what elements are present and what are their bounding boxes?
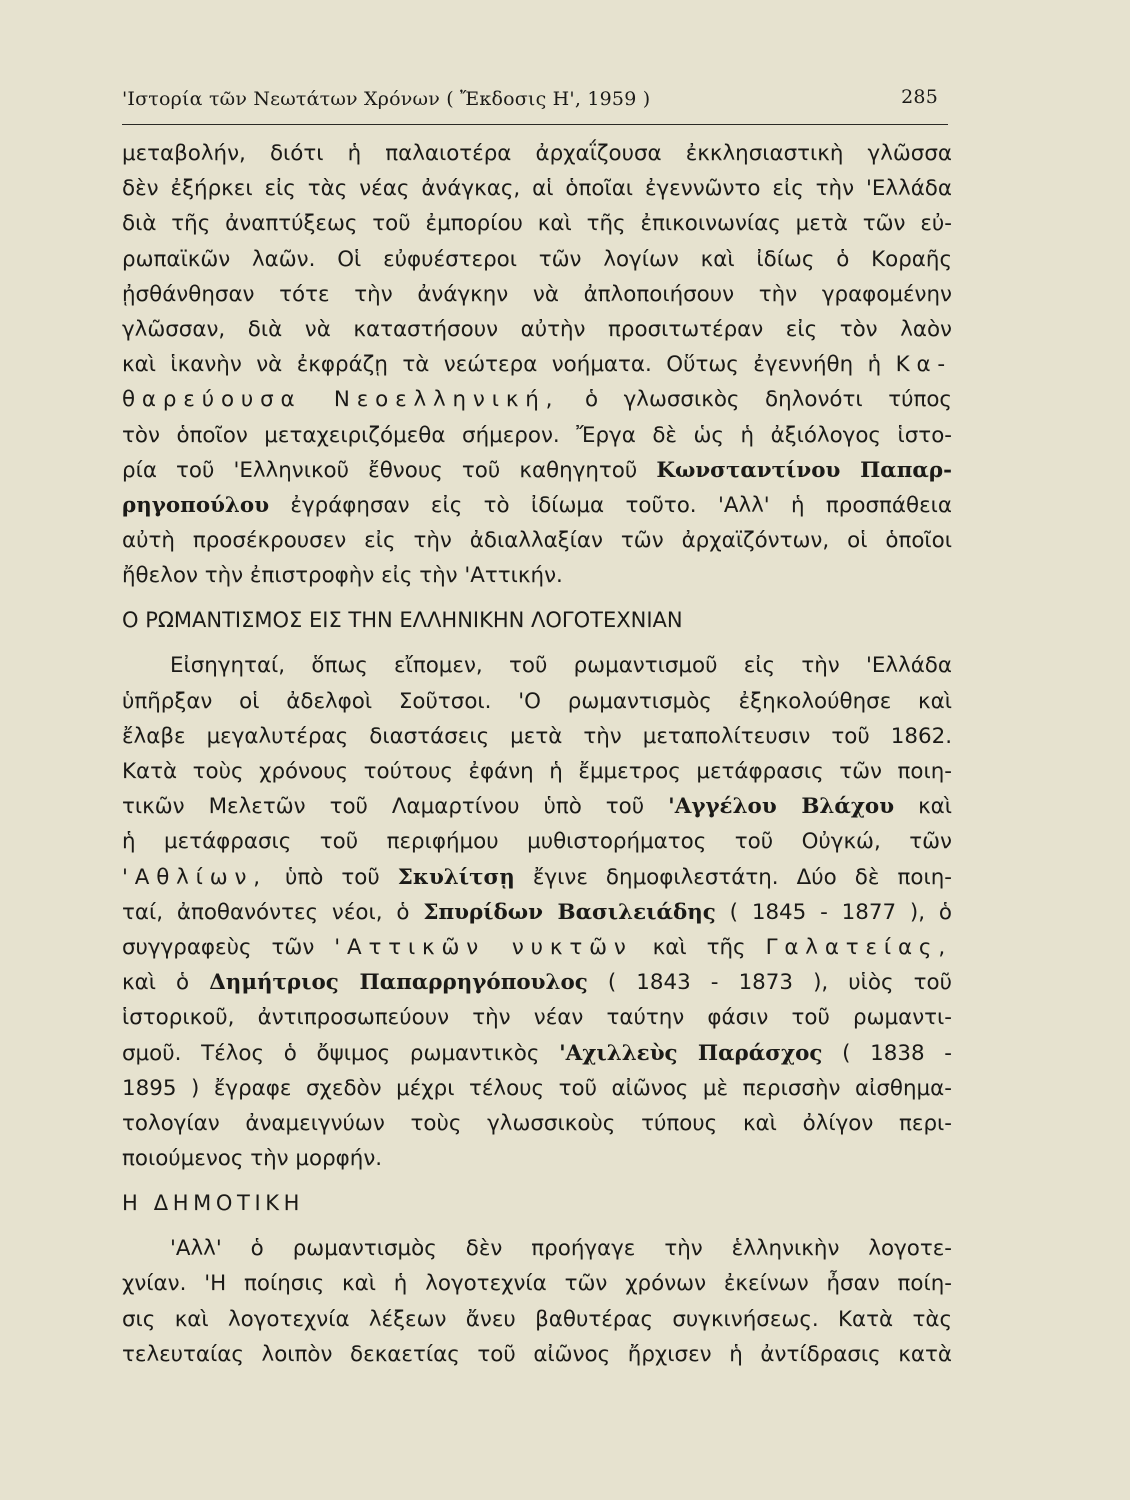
paragraph-demotic (122, 1231, 952, 1372)
text-line: τολογίαν ἀναμειγνύων τοὺς γλωσσικοὺς τύπους καὶ ὀλίγον περι- (122, 1110, 952, 1136)
spaced-term: Κα- (895, 352, 952, 378)
text-line: ρηγοπούλου ἐγράφησαν εἰς τὸ ἰδίωμα τοῦτο. 'Αλλ' ἡ προσπάθεια (122, 492, 952, 518)
text-line: ποιούμενος τὴν μορφήν. (122, 1146, 383, 1172)
text-line: σμοῦ. Τέλος ὁ ὄψιμος ρωμαντικὸς 'Αχιλλεὺς Παράσχος ( 1838 - (122, 1040, 952, 1066)
text-line: χνίαν. 'Η ποίησις καὶ ἡ λογοτεχνία τῶν χρόνων ἐκείνων ἦσαν ποίη- (122, 1271, 952, 1297)
paragraph-kathareuousa (122, 136, 952, 593)
text-line: γλῶσσαν, διὰ νὰ καταστήσουν αὐτὴν προσιτωτέραν εἰς τὸν λαὸν (122, 316, 952, 342)
text-line: αὐτὴ προσέκρουσεν εἰς τὴν ἀδιαλλαξίαν τῶν ἀρχαϊζόντων, οἱ ὁποῖοι (122, 528, 952, 554)
text-line: δὲν ἐξήρκει εἰς τὰς νέας ἀνάγκας, αἱ ὁποῖαι ἐγεννῶντο εἰς τὴν 'Ελλάδα (122, 176, 952, 202)
text-line: ταί, ἀποθανόντες νέοι, ὁ Σπυρίδων Βασιλειάδης ( 1845 - 1877 ), ὁ (122, 899, 952, 925)
text-line: ἔλαβε μεγαλυτέρας διαστάσεις μετὰ τὴν μεταπολίτευσιν τοῦ 1862. (122, 723, 952, 749)
text-line: 'Αθλίων, ὑπὸ τοῦ Σκυλίτσῃ ἔγινε δημοφιλεστάτη. Δύο δὲ ποιη- (122, 864, 952, 890)
text-line: τελευταίας λοιπὸν δεκαετίας τοῦ αἰῶνος ἤρχισεν ἡ ἀντίδρασις κατὰ (122, 1341, 952, 1367)
spaced-term: 'Αθλίων, (122, 864, 267, 890)
text-line: θαρεύουσα Νεοελληνική, ὁ γλωσσικὸς δηλονότι τύπος (122, 387, 952, 413)
text-line: συγγραφεὺς τῶν 'Αττικῶν νυκτῶν καὶ τῆς Γαλατείας, (122, 934, 952, 960)
bold-name: 'Αγγέλου Βλάχου (668, 794, 895, 820)
text-line: 'Αλλ' ὁ ρωμαντισμὸς δὲν προήγαγε τὴν ἑλληνικὴν λογοτε- (170, 1236, 952, 1262)
text-line: μεταβολήν, διότι ἡ παλαιοτέρα ἀρχαΐζουσα ἐκκλησιαστικὴ γλῶσσα (122, 141, 952, 166)
bold-name: Σπυρίδων Βασιλειάδης (423, 899, 716, 925)
text-line: Εἰσηγηταί, ὅπως εἴπομεν, τοῦ ρωμαντισμοῦ εἰς τὴν 'Ελλάδα (170, 653, 952, 679)
bold-name: Κωνσταντίνου Παπαρ- (656, 457, 952, 483)
text-line: Κατὰ τοὺς χρόνους τούτους ἐφάνη ἡ ἔμμετρος μετάφρασις τῶν ποιη- (122, 759, 952, 784)
text-line: ἤθελον τὴν ἐπιστροφὴν εἰς τὴν 'Αττικήν. (122, 563, 563, 589)
text-line: καὶ ὁ Δημήτριος Παπαρρηγόπουλος ( 1843 - 1873 ), υἱὸς τοῦ (122, 970, 952, 996)
body-text (122, 136, 952, 1372)
running-header (122, 84, 948, 124)
text-line: 1895 ) ἔγραφε σχεδὸν μέχρι τέλους τοῦ αἰῶνος μὲ περισσὴν αἰσθημα- (122, 1075, 952, 1101)
running-title: 'Ιστορία τῶν Νεωτάτων Χρόνων ( Ἔκδοσις Η', 1959 ) (122, 88, 651, 110)
text-line: καὶ ἱκανὴν νὰ ἐκφράζῃ τὰ νεώτερα νοήματα. Οὕτως ἐγεννήθη ἡ Κα- (122, 352, 952, 378)
text-line: σις καὶ λογοτεχνία λέξεων ἄνευ βαθυτέρας συγκινήσεως. Κατὰ τὰς (122, 1306, 952, 1332)
text-line: ἡ μετάφρασις τοῦ περιφήμου μυθιστορήματος τοῦ Οὐγκώ, τῶν (122, 829, 952, 855)
text-line: ἱστορικοῦ, ἀντιπροσωπεύουν τὴν νέαν ταύτην φάσιν τοῦ ρωμαντι- (122, 1005, 952, 1031)
text-line: ᾐσθάνθησαν τότε τὴν ἀνάγκην νὰ ἀπλοποιήσουν τὴν γραφομένην (122, 281, 952, 307)
bold-name: Σκυλίτσῃ (397, 864, 515, 890)
header-rule (122, 124, 948, 125)
text-line: ρωπαϊκῶν λαῶν. Οἱ εὐφυέστεροι τῶν λογίων καὶ ἰδίως ὁ Κοραῆς (122, 246, 952, 272)
text-line: τικῶν Μελετῶν τοῦ Λαμαρτίνου ὑπὸ τοῦ 'Αγγέλου Βλάχου καὶ (122, 794, 952, 820)
bold-name: 'Αχιλλεὺς Παράσχος (559, 1040, 823, 1066)
bold-name: ρηγοπούλου (122, 492, 270, 518)
text-line: τὸν ὁποῖον μεταχειριζόμεθα σήμερον. Ἔργα δὲ ὡς ἡ ἀξιόλογος ἱστο- (122, 422, 952, 448)
section-heading-romanticism: Ο ΡΩΜΑΝΤΙΣΜΟΣ ΕΙΣ ΤΗΝ ΕΛΛΗΝΙΚΗΝ ΛΟΓΟΤΕΧΝΙΑΝ (122, 608, 683, 633)
page-number: 285 (901, 86, 938, 108)
section-heading-demotic: Η ΔΗΜΟΤΙΚΗ (122, 1191, 305, 1216)
text-line: ρία τοῦ 'Ελληνικοῦ ἔθνους τοῦ καθηγητοῦ Κωνσταντίνου Παπαρ- (122, 457, 952, 483)
spaced-term: θαρεύουσα Νεοελληνική, (122, 387, 560, 413)
text-line: ὑπῆρξαν οἱ ἀδελφοὶ Σοῦτσοι. 'Ο ρωμαντισμὸς ἐξηκολούθησε καὶ (122, 688, 952, 714)
paragraph-romanticism (122, 648, 952, 1176)
spaced-term: 'Αττικῶν νυκτῶν (334, 934, 633, 960)
text-line: διὰ τῆς ἀναπτύξεως τοῦ ἐμπορίου καὶ τῆς ἐπικοινωνίας μετὰ τῶν εὐ- (122, 211, 952, 237)
spaced-term: Γαλατείας, (765, 934, 952, 960)
bold-name: Δημήτριος Παπαρρηγόπουλος (209, 970, 588, 996)
